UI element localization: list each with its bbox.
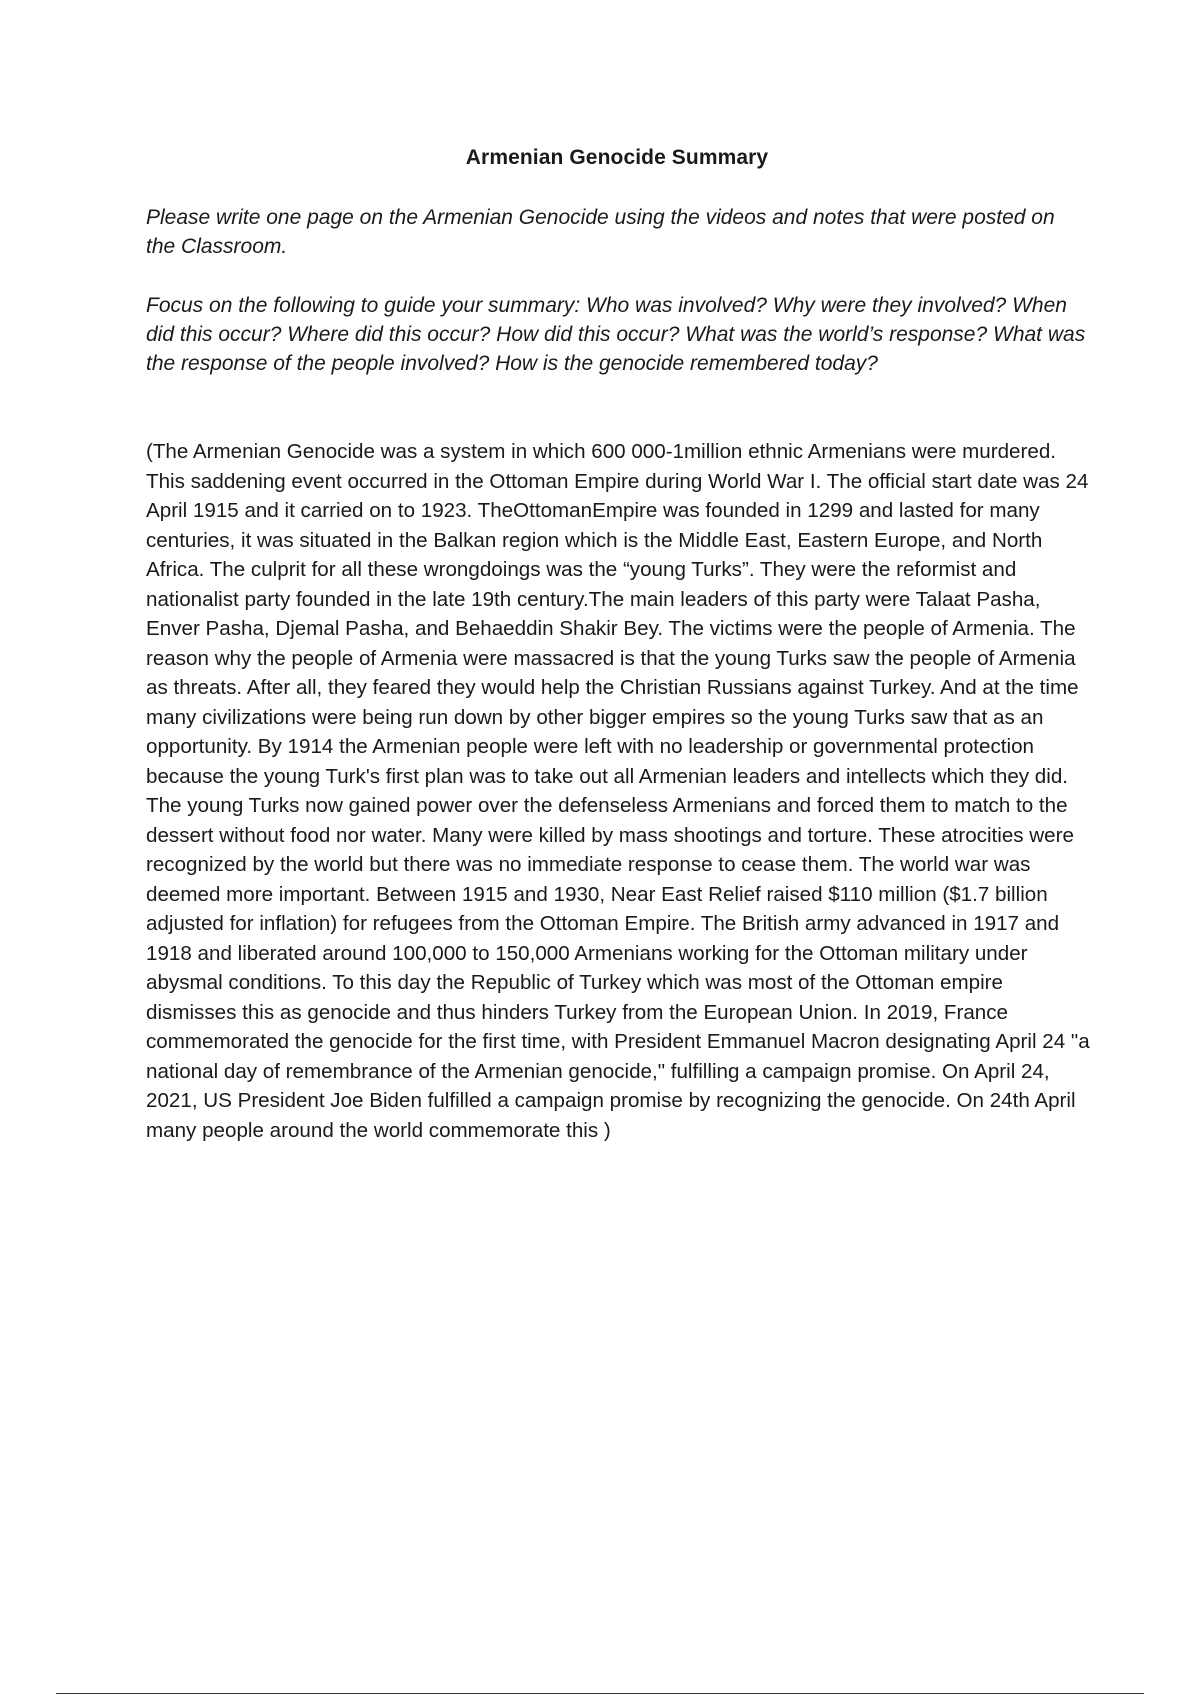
document-title: Armenian Genocide Summary	[465, 146, 769, 169]
summary-body-paragraph: (The Armenian Genocide was a system in which 600 000-1million ethnic Armenians were murdered. This saddening event occurred in the Ottoman Empire during World War I. The official start date was 24 April 1915 and it carried on to 1923. TheOttomanEmpire was founded in 1299 and lasted for many centuries, it was situated in the Balkan region which is the Middle East, Eastern Europe, and North Africa. The culprit for all these wrongdoings was the “young Turks”. They were the reformist and nationalist party founded in the late 19th century.The main leaders of this party were Talaat Pasha, Enver Pasha, Djemal Pasha, and Behaeddin Shakir Bey. The victims were the people of Armenia. The reason why the people of Armenia were massacred is that the young Turks saw the people of Armenia as threats. After all, they feared they would help the Christian Russians against Turkey. And at the time many civilizations were being run down by other bigger empires so the young Turks saw that as an opportunity. By 1914 the Armenian people were left with no leadership or governmental protection because the young Turk's first plan was to take out all Armenian leaders and intellects which they did. The young Turks now gained power over the defenseless Armenians and forced them to match to the dessert without food nor water. Many were killed by mass shootings and torture. These atrocities were recognized by the world but there was no immediate response to cease them. The world war was deemed more important. Between 1915 and 1930, Near East Relief raised $110 million ($1.7 billion adjusted for inflation) for refugees from the Ottoman Empire. The British army advanced in 1917 and 1918 and liberated around 100,000 to 150,000 Armenians working for the Ottoman military under abysmal conditions. To this day the Republic of Turkey which was most of the Ottoman empire dismisses this as genocide and thus hinders Turkey from the European Union. In 2019, France commemorated the genocide for the first time, with President Emmanuel Macron designating April 24 "a national day of remembrance of the Armenian genocide," fulfilling a campaign promise. On April 24, 2021, US President Joe Biden fulfilled a campaign promise by recognizing the genocide. On 24th April many people around the world commemorate this )	[146, 440, 1090, 1142]
instruction-paragraph-2: Focus on the following to guide your summary: Who was involved? Why were they involved? When did this occur? Where did this occur? How did this occur? What was the world’s response? What was the response of the people involved? How is the genocide remembered today?	[146, 294, 1086, 375]
instruction-paragraph-1: Please write one page on the Armenian Genocide using the videos and notes that were posted on the Classroom.	[146, 206, 1055, 258]
page-bottom-rule	[56, 1693, 1144, 1694]
